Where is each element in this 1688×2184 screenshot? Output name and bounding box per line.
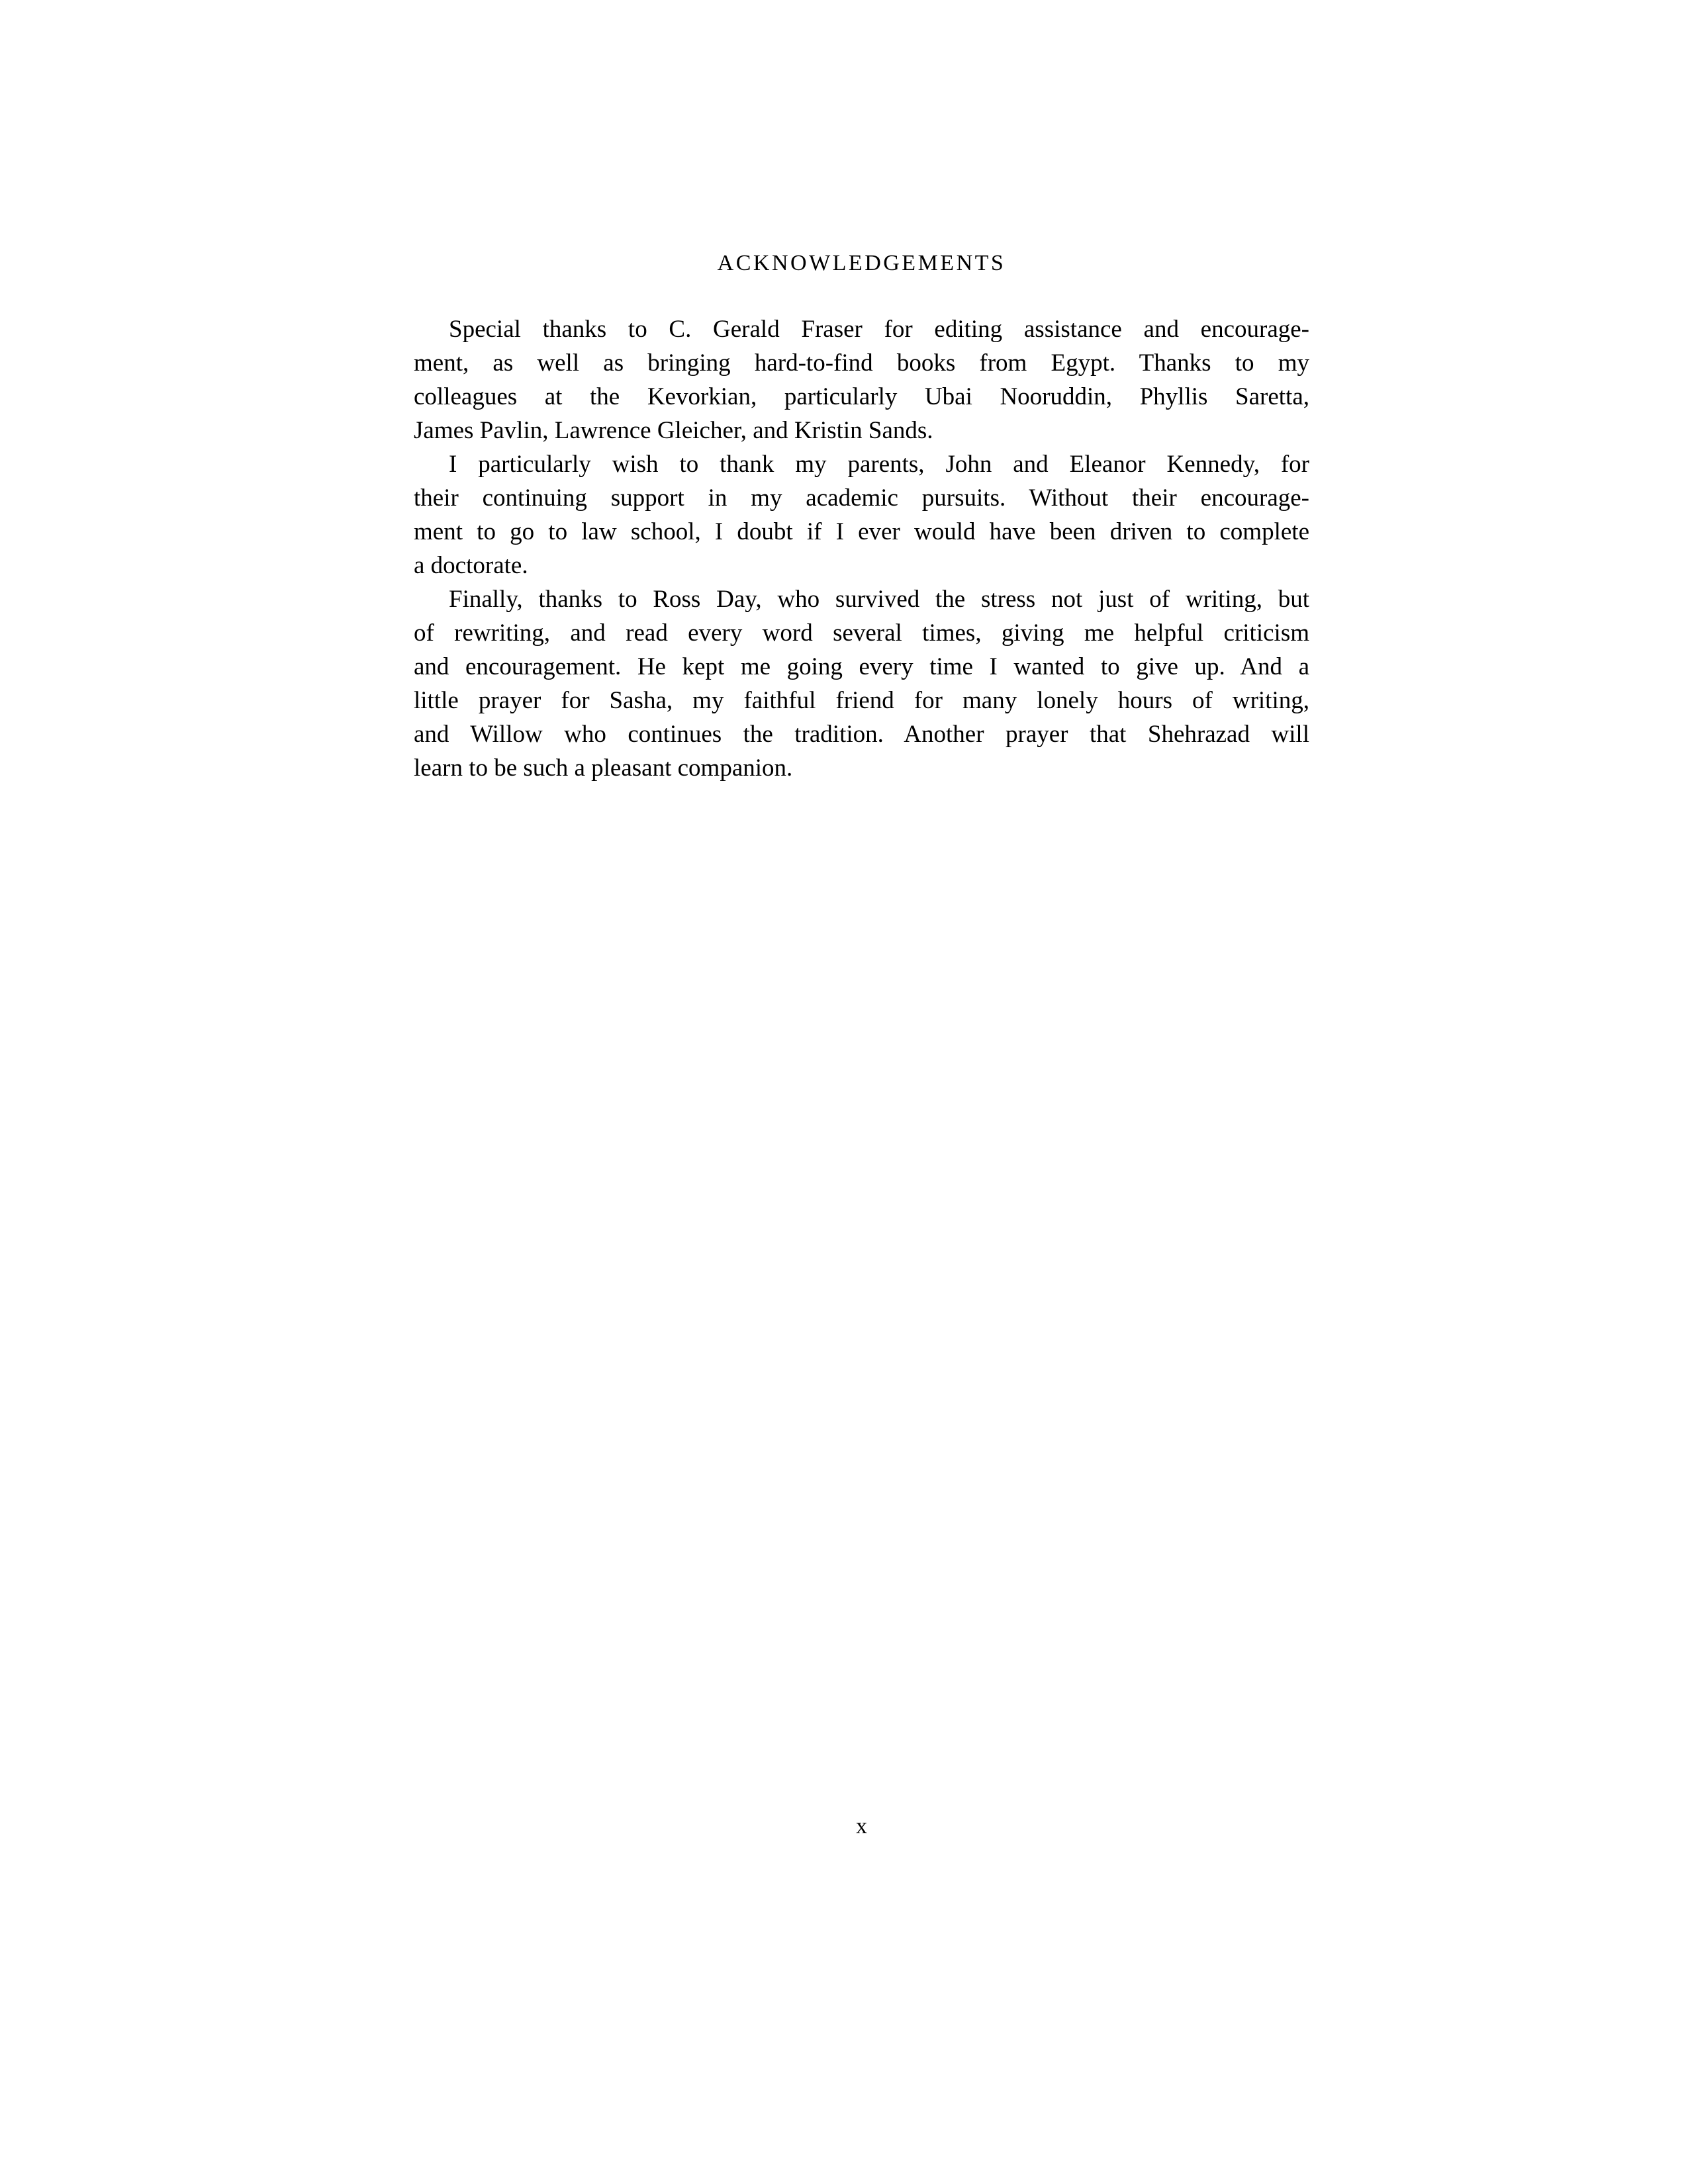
text-line: James Pavlin, Lawrence Gleicher, and Kristin Sands. xyxy=(414,417,933,444)
text-line: ment, as well as bringing hard-to-find books from Egypt. Thanks to my xyxy=(414,349,1309,377)
text-line: little prayer for Sasha, my faithful friend for many lonely hours of writing, xyxy=(414,687,1309,714)
text-line: ment to go to law school, I doubt if I ever would have been driven to complete xyxy=(414,518,1309,545)
page-number: x xyxy=(856,1814,867,1839)
paragraph xyxy=(414,447,1309,582)
text-line: their continuing support in my academic pursuits. Without their encourage- xyxy=(414,484,1309,512)
page-heading: ACKNOWLEDGEMENTS xyxy=(717,251,1006,275)
text-line: colleagues at the Kevorkian, particularly Ubai Nooruddin, Phyllis Saretta, xyxy=(414,383,1309,410)
text-line: and encouragement. He kept me going every time I wanted to give up. And a xyxy=(414,653,1309,680)
paragraph xyxy=(414,582,1309,785)
text-line: Finally, thanks to Ross Day, who survived the stress not just of writing, but xyxy=(449,586,1309,613)
text-line: I particularly wish to thank my parents, John and Eleanor Kennedy, for xyxy=(449,451,1309,478)
text-line: a doctorate. xyxy=(414,552,528,579)
text-line: learn to be such a pleasant companion. xyxy=(414,754,793,782)
text-line: of rewriting, and read every word several times, giving me helpful criticism xyxy=(414,619,1309,647)
paragraph xyxy=(414,312,1309,447)
text-line: Special thanks to C. Gerald Fraser for editing assistance and encourage- xyxy=(449,316,1309,343)
body-text xyxy=(414,312,1309,785)
text-line: and Willow who continues the tradition. Another prayer that Shehrazad will xyxy=(414,721,1309,748)
